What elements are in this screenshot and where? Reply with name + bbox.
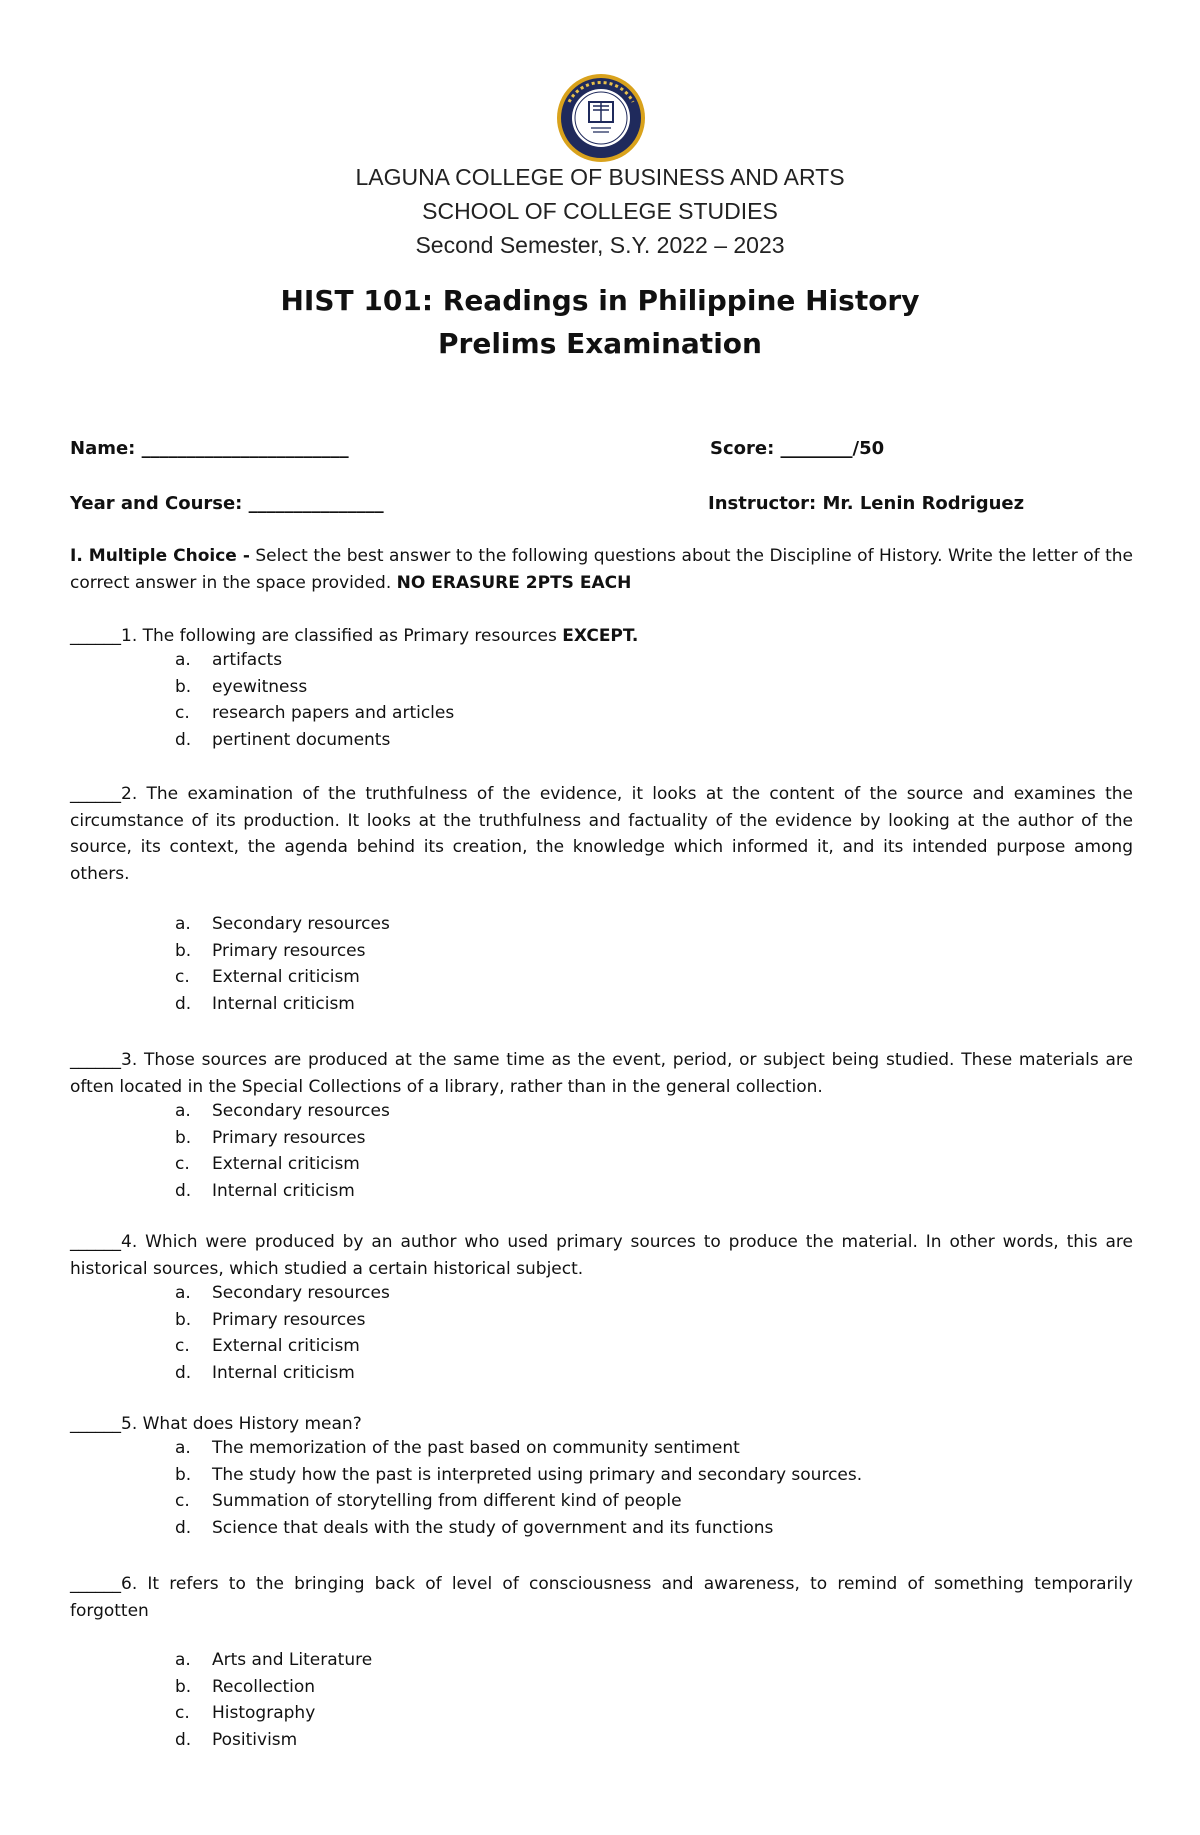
instructor-label: Instructor: Mr. Lenin Rodriguez xyxy=(708,493,1025,514)
question-1 xyxy=(70,623,1133,650)
scoring-note: NO ERASURE 2PTS EACH xyxy=(396,572,632,593)
question-4: ______4. Which were produced by an author who used primary sources to produce the material. In other words, this are historical sources, which studied a certain historical subject. xyxy=(70,1232,1133,1279)
school-name: SCHOOL OF COLLEGE STUDIES xyxy=(422,198,778,224)
year-course-field[interactable]: Year and Course: _______________ xyxy=(70,493,384,514)
exam-title: Prelims Examination xyxy=(438,327,762,360)
section-heading: I. Multiple Choice - xyxy=(70,546,250,566)
question-2: ______2. The examination of the truthfulness of the evidence, it looks at the content of the source and examines the circumstance of its production. It looks at the truthfulness and factuality of the evidence by looking at the author of the source, its context, the agenda behind its creation, the knowledge which informed it, and its intended purpose among others. xyxy=(70,784,1133,884)
semester-line: Second Semester, S.Y. 2022 – 2023 xyxy=(415,232,785,258)
institution-name: LAGUNA COLLEGE OF BUSINESS AND ARTS xyxy=(355,164,845,190)
question-3: ______3. Those sources are produced at the same time as the event, period, or subject being studied. These materials are often located in the Special Collections of a library, rather than in the general collection. xyxy=(70,1050,1133,1097)
question-1-text: ______1. The following are classified as Primary resources xyxy=(70,626,563,646)
exam-page: LAGUNA COLLEGE OF BUSINESS AND ARTS SCHOOL OF COLLEGE STUDIES Second Semester, S.Y. 2022 – 2023 HIST 101: Readings in Philippine History Prelims Examination Name: _______________________ Score: ________/50 Year and Course: _______________ Instructor: Mr. Lenin Rodriguez I. Multiple Choice - Select the best answer to the following questions about the Discipline of History. Write the letter of the correct answer in the space provided. NO ERASURE 2PTS EACH ______1. The following are classified as Primary resources EXCEPT. a. artifacts b. eyewitness c. research papers and articles d. pertinent documents ______2. The examination of the truthfulness of the evidence, it looks at the content of the source and examines the circumstance of its production. It looks at the truthfulness and factuality of the evidence by looking at the author of the source, its context, the agenda behind its creation, the knowledge which informed it, and its intended purpose among others. a. Secondary resources b. Primary resources c. External criticism d. Internal criticism ______3. Those sources are produced at the same time as the event, period, or subject being studied. These materials are often located in the Special Collections of a library, rather than in the general collection. a. Secondary resources b. Primary resources c. External criticism d. Internal criticism ______4. Which were produced by an author who used primary sources to produce the material. In other words, this are historical sources, which studied a certain historical subject. a. Secondary resources b. Primary resources c. External criticism d. Internal criticism ______5. What does History mean? a. The memorization of the past based on community sentiment b. The study how the past is interpreted using primary and secondary sources. c. Summation of storytelling from different kind of people d. Science that deals with the study of government and its functions ______6. It refers to the bringing back of level of consciousness and awareness, to remind of something temporarily forgotten a. Arts and Literature b. Recollection c. Histography d. Positivism xyxy=(0,0,1200,1835)
question-5: ______5. What does History mean? xyxy=(70,1414,362,1434)
course-title: HIST 101: Readings in Philippine History xyxy=(280,284,920,317)
score-field[interactable]: Score: ________/50 xyxy=(710,438,885,459)
name-field[interactable]: Name: _______________________ xyxy=(70,438,349,459)
section-instructions xyxy=(70,543,1133,596)
question-1-emphasis: EXCEPT. xyxy=(562,626,639,646)
question-6: ______6. It refers to the bringing back of level of consciousness and awareness, to remind of something temporarily forgotten xyxy=(70,1574,1133,1621)
college-seal-icon xyxy=(555,72,647,164)
instructions-text: Select the best answer to the following questions about the Discipline of History. Write the letter of the correct answer in the space provided. xyxy=(70,546,1133,593)
